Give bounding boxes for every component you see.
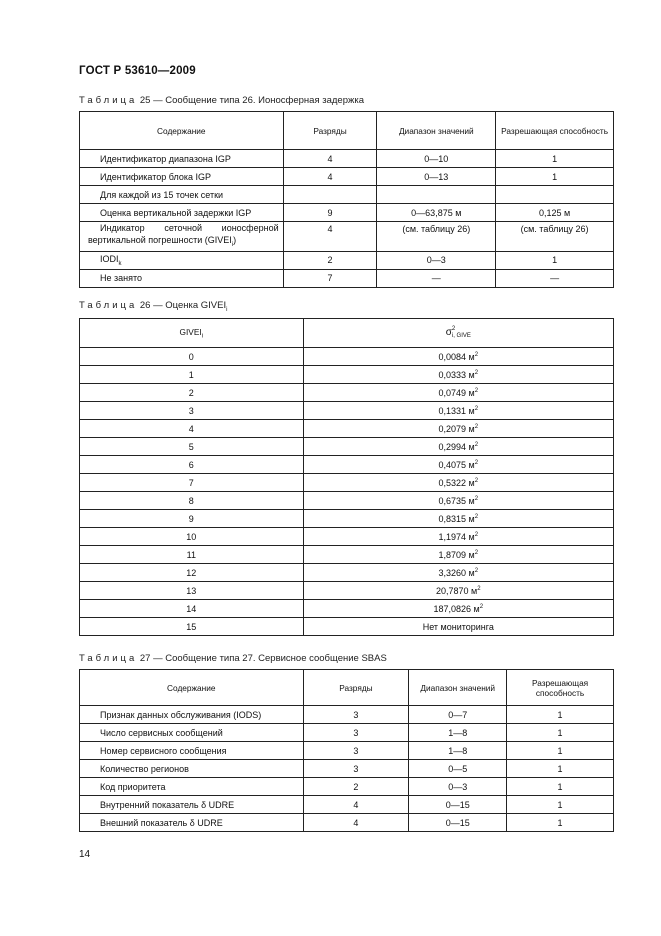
- table-cell: 0—15: [409, 796, 507, 814]
- unit-text: м: [468, 441, 475, 452]
- cell-line: Индикатор сеточной ионосферной: [100, 223, 279, 233]
- table-cell: Количество регионов: [80, 760, 304, 778]
- table-cell: 4: [283, 168, 377, 186]
- table25-header-resolution: Разрешающая способность: [496, 112, 614, 150]
- value-text: 20,7870: [435, 585, 469, 596]
- cell-line-end: ): [233, 235, 237, 245]
- table25-header-row: [80, 112, 614, 150]
- table-cell: 10: [80, 528, 304, 546]
- table-row: [80, 204, 614, 222]
- superscript: 2: [474, 477, 479, 484]
- table-cell: [303, 492, 613, 510]
- table25-header-content: Содержание: [80, 112, 284, 150]
- cell-line-text: вертикальной погрешности (GIVEI: [88, 235, 232, 245]
- value-text: 0,0333: [438, 369, 467, 380]
- table-row: [80, 510, 614, 528]
- table-cell: 3: [303, 724, 409, 742]
- table-cell: 4: [303, 796, 409, 814]
- table-row: [80, 438, 614, 456]
- table26-caption: [79, 300, 227, 313]
- table-cell: 2: [303, 778, 409, 796]
- table-row: [80, 420, 614, 438]
- table-cell: 1: [507, 760, 614, 778]
- table-cell: 0—10: [377, 150, 496, 168]
- table-cell: 1: [507, 814, 614, 832]
- table-cell: 15: [80, 618, 304, 636]
- table-cell: [377, 186, 496, 204]
- table-cell: [303, 564, 613, 582]
- table-cell: 7: [80, 474, 304, 492]
- table-cell: 3: [303, 760, 409, 778]
- table-cell: [80, 251, 284, 269]
- table-row: [80, 618, 614, 636]
- table-row: [80, 150, 614, 168]
- table-cell: [303, 528, 613, 546]
- table-row: [80, 546, 614, 564]
- table-cell: 0—13: [377, 168, 496, 186]
- table-cell: 4: [283, 150, 377, 168]
- unit-text: м: [468, 567, 475, 578]
- table-cell: [303, 456, 613, 474]
- table-row: [80, 384, 614, 402]
- superscript: 2: [477, 585, 481, 592]
- subscript: k: [118, 260, 122, 267]
- table-cell: 0—3: [377, 251, 496, 269]
- table26-caption-text: 26 — Оценка GIVEI: [139, 300, 227, 311]
- table27-caption-text: 27 — Сообщение типа 27. Сервисное сообщение SBAS: [139, 653, 387, 664]
- table-cell: 3: [303, 706, 409, 724]
- table-cell: —: [496, 269, 614, 287]
- superscript: 2: [474, 459, 479, 466]
- table-cell: —: [377, 269, 496, 287]
- table-row: [80, 600, 614, 618]
- subscript: i: [201, 333, 204, 340]
- table-row: [80, 348, 614, 366]
- table-cell: 0: [80, 348, 304, 366]
- superscript: 2: [474, 441, 479, 448]
- table-cell: 6: [80, 456, 304, 474]
- table26-header-sigma: [303, 319, 613, 348]
- table-cell: [303, 474, 613, 492]
- table-cell: 0—7: [409, 706, 507, 724]
- table-cell: 1: [80, 366, 304, 384]
- superscript: 2: [474, 387, 479, 394]
- table-row: [80, 402, 614, 420]
- table25-header-bits: Разряды: [283, 112, 377, 150]
- value-text: 0,2079: [438, 423, 467, 434]
- table-cell: 9: [80, 510, 304, 528]
- table-cell: [303, 402, 613, 420]
- table26-header-row: [80, 319, 614, 348]
- table25: [79, 111, 614, 288]
- table-cell: [303, 600, 613, 618]
- table-row: [80, 528, 614, 546]
- table-cell: [303, 582, 613, 600]
- table-cell: [496, 186, 614, 204]
- table-cell: Идентификатор диапазона IGP: [80, 150, 284, 168]
- unit-text: м: [468, 387, 475, 398]
- table-cell: (см. таблицу 26): [496, 222, 614, 252]
- superscript: 2: [474, 369, 479, 376]
- value-text: 0,8315: [438, 513, 467, 524]
- table-row: [80, 222, 614, 252]
- table-row: [80, 760, 614, 778]
- table27-caption: [79, 653, 387, 664]
- table-cell: 0—5: [409, 760, 507, 778]
- table-cell: [303, 384, 613, 402]
- table-cell: 0,125 м: [496, 204, 614, 222]
- table-cell: 1: [507, 796, 614, 814]
- value-text: 0,0749: [438, 387, 467, 398]
- table-cell: 11: [80, 546, 304, 564]
- table-cell: Внешний показатель δ UDRE: [80, 814, 304, 832]
- table-cell: 12: [80, 564, 304, 582]
- table25-caption-prefix: Таблица: [79, 95, 138, 106]
- table-row: [80, 251, 614, 269]
- superscript: 2: [479, 603, 484, 610]
- value-text: 0,2994: [438, 441, 467, 452]
- table-cell: 1: [507, 778, 614, 796]
- table-row: [80, 778, 614, 796]
- table-cell-givei-indicator: [80, 222, 284, 252]
- table-row: [80, 742, 614, 760]
- table-row: [80, 474, 614, 492]
- superscript: 2: [474, 405, 479, 412]
- unit-text: м: [468, 549, 475, 560]
- value-text: 0,6735: [438, 495, 467, 506]
- superscript: 2: [474, 351, 479, 358]
- table-row: [80, 724, 614, 742]
- table27-header-resolution: Разрешающая способность: [507, 670, 614, 706]
- unit-text: м: [468, 459, 475, 470]
- table27-caption-prefix: Таблица: [79, 653, 138, 664]
- table-cell: 1: [496, 168, 614, 186]
- table-row: [80, 456, 614, 474]
- unit-text: м: [468, 477, 475, 488]
- subscript: i: [231, 241, 234, 248]
- value-text: 0,5322: [438, 477, 467, 488]
- table-cell: Число сервисных сообщений: [80, 724, 304, 742]
- table-cell: Внутренний показатель δ UDRE: [80, 796, 304, 814]
- table-cell: Код приоритета: [80, 778, 304, 796]
- table-cell: [303, 420, 613, 438]
- unit-text: м: [468, 369, 475, 380]
- table26-caption-prefix: Таблица: [79, 300, 138, 311]
- table-cell: 4: [303, 814, 409, 832]
- table-cell: [303, 366, 613, 384]
- table-cell: 9: [283, 204, 377, 222]
- table-cell: 13: [80, 582, 304, 600]
- table-cell: 1—8: [409, 724, 507, 742]
- table-row: [80, 564, 614, 582]
- table-cell: 1—8: [409, 742, 507, 760]
- subscript: i: [226, 306, 228, 313]
- unit-text: м: [468, 513, 475, 524]
- unit-text: м: [468, 495, 475, 506]
- header-text: GIVEI: [179, 326, 202, 337]
- table-cell: (см. таблицу 26): [377, 222, 496, 252]
- table-cell: 3: [80, 402, 304, 420]
- table-cell: Номер сервисного сообщения: [80, 742, 304, 760]
- table-cell: 2: [80, 384, 304, 402]
- table-cell: 0—3: [409, 778, 507, 796]
- sigma-symbol: σ: [445, 327, 452, 339]
- table26-header-givei: [80, 319, 304, 348]
- superscript: 2: [474, 531, 479, 538]
- table-cell: [303, 348, 613, 366]
- table-cell: Для каждой из 15 точек сетки: [80, 186, 284, 204]
- table-cell: [283, 186, 377, 204]
- superscript: 2: [474, 423, 479, 430]
- table-cell: [303, 510, 613, 528]
- table-row: [80, 582, 614, 600]
- superscript: 2: [451, 326, 456, 332]
- table-cell: Нет мониторинга: [303, 618, 613, 636]
- unit-text: м: [468, 423, 475, 434]
- table-row: [80, 186, 614, 204]
- table-cell: 1: [507, 706, 614, 724]
- value-text: 0,0084: [438, 351, 467, 362]
- table-cell: 1: [496, 150, 614, 168]
- table-cell: 8: [80, 492, 304, 510]
- sigma-indices: [452, 326, 471, 340]
- table-row: [80, 168, 614, 186]
- table25-header-range: Диапазон значений: [377, 112, 496, 150]
- table-cell: 1: [496, 251, 614, 269]
- value-text: 0,1331: [438, 405, 467, 416]
- table-row: [80, 796, 614, 814]
- table-cell: [303, 438, 613, 456]
- table-cell: Оценка вертикальной задержки IGP: [80, 204, 284, 222]
- table-row: [80, 492, 614, 510]
- table-cell: 1: [507, 742, 614, 760]
- table-cell: 7: [283, 269, 377, 287]
- value-text: 1,8709: [438, 549, 467, 560]
- subscript: i, GIVE: [451, 333, 471, 339]
- table-cell: 4: [283, 222, 377, 252]
- value-text: 187,0826: [433, 603, 472, 614]
- value-text: 1,1974: [438, 531, 467, 542]
- table-row: [80, 269, 614, 287]
- table26-body: [80, 348, 614, 636]
- table-cell: 5: [80, 438, 304, 456]
- table-cell: 4: [80, 420, 304, 438]
- table27: [79, 669, 614, 832]
- document-header: ГОСТ Р 53610—2009: [79, 65, 196, 77]
- superscript: 2: [474, 567, 479, 574]
- table27-header-range: Диапазон значений: [409, 670, 507, 706]
- table-cell: 0—63,875 м: [377, 204, 496, 222]
- table-row: [80, 366, 614, 384]
- table-cell: Признак данных обслуживания (IODS): [80, 706, 304, 724]
- table-cell: 0—15: [409, 814, 507, 832]
- table-cell: 1: [507, 724, 614, 742]
- table-row: [80, 814, 614, 832]
- value-text: 0,4075: [438, 459, 467, 470]
- cell-line: [88, 234, 279, 251]
- table26: [79, 318, 614, 636]
- value-text: 3,3260: [438, 567, 467, 578]
- unit-text: м: [468, 351, 475, 362]
- unit-text: м: [468, 531, 475, 542]
- table27-header-content: Содержание: [80, 670, 304, 706]
- table-cell: 3: [303, 742, 409, 760]
- superscript: 2: [474, 495, 479, 502]
- table-cell: Идентификатор блока IGP: [80, 168, 284, 186]
- cell-text: IODI: [100, 253, 119, 264]
- page-number: 14: [79, 849, 91, 860]
- table-row: [80, 706, 614, 724]
- table-cell: 2: [283, 251, 377, 269]
- table25-caption: [79, 95, 364, 106]
- superscript: 2: [474, 549, 479, 556]
- superscript: 2: [474, 513, 479, 520]
- table25-caption-text: 25 — Сообщение типа 26. Ионосферная задержка: [139, 95, 364, 106]
- table27-header-row: [80, 670, 614, 706]
- table-cell: [303, 546, 613, 564]
- unit-text: м: [468, 405, 475, 416]
- table-cell: 14: [80, 600, 304, 618]
- unit-text: м: [473, 603, 480, 614]
- table27-header-bits: Разряды: [303, 670, 409, 706]
- table-cell: Не занято: [80, 269, 284, 287]
- unit-text: м: [471, 585, 478, 596]
